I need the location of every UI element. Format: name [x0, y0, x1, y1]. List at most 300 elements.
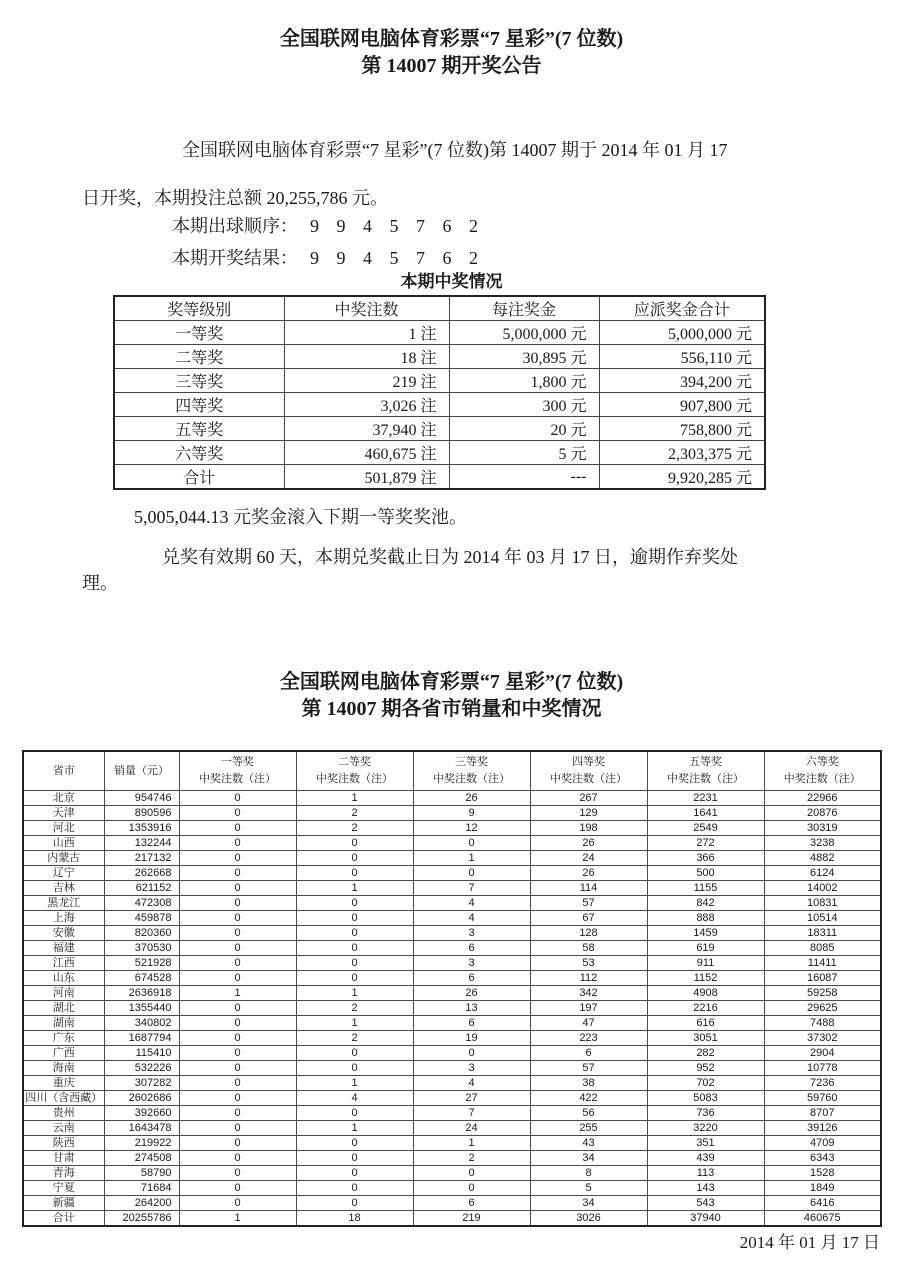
table-cell: 532226 [104, 1061, 179, 1076]
table-row [23, 1106, 881, 1121]
table-row [23, 1196, 881, 1211]
table-cell: 26 [413, 791, 530, 806]
prize1-header [179, 751, 296, 791]
table-cell: 255 [530, 1121, 647, 1136]
table-cell: 219 [413, 1211, 530, 1227]
table-cell: 3 [413, 926, 530, 941]
table-cell: 30,895 元 [449, 345, 599, 369]
table-cell: 0 [296, 1196, 413, 1211]
table-cell: 954746 [104, 791, 179, 806]
table-cell: 1 [296, 1016, 413, 1031]
table-row [114, 369, 765, 393]
table-cell: 2 [296, 1001, 413, 1016]
table-cell: 0 [179, 1181, 296, 1196]
table-cell: 4 [413, 896, 530, 911]
draw-result-label: 本期开奖结果： [172, 248, 298, 268]
rollover-text: 5,005,044.13 元奖金滚入下期一等奖奖池。 [134, 507, 467, 527]
prize6-header-line1: 六等奖 [805, 756, 839, 768]
table-cell: 0 [296, 1106, 413, 1121]
province-header: 省市 [23, 751, 104, 791]
table-cell: 0 [296, 1061, 413, 1076]
table-cell: 1155 [647, 881, 764, 896]
ball-order-value: 9 9 4 5 7 6 2 [310, 216, 480, 236]
table-cell: 219 注 [284, 369, 449, 393]
table-cell: 2602686 [104, 1091, 179, 1106]
prize3-header-line2: 中奖注数（注） [433, 773, 510, 785]
table-cell: 2636918 [104, 986, 179, 1001]
table-row [114, 441, 765, 465]
table-cell: 4 [413, 1076, 530, 1091]
table-row [23, 941, 881, 956]
table-cell: 五等奖 [114, 417, 284, 441]
prize1-header-line1: 一等奖 [221, 756, 254, 768]
table-cell: 12 [413, 821, 530, 836]
table-cell: 340802 [104, 1016, 179, 1031]
table-row [114, 321, 765, 345]
table-row [23, 881, 881, 896]
table-cell: 472308 [104, 896, 179, 911]
table-cell: 1459 [647, 926, 764, 941]
table-cell: 19 [413, 1031, 530, 1046]
table-cell: 1 [179, 986, 296, 1001]
table-cell: 7 [413, 881, 530, 896]
table-cell: 39126 [764, 1121, 881, 1136]
table-cell: 282 [647, 1046, 764, 1061]
table-cell: 0 [179, 1196, 296, 1211]
table-cell: 888 [647, 911, 764, 926]
table-cell: 674528 [104, 971, 179, 986]
table-row [23, 1031, 881, 1046]
table-cell: 0 [179, 1136, 296, 1151]
table-row [23, 1061, 881, 1076]
table-cell: 广东 [23, 1031, 104, 1046]
table-cell: 二等奖 [114, 345, 284, 369]
document-title [0, 0, 903, 80]
table-row [23, 926, 881, 941]
prize4-header-line2: 中奖注数（注） [550, 773, 627, 785]
table-cell: 1849 [764, 1181, 881, 1196]
footer-date: 2014 年 01 月 17 日 [739, 1233, 880, 1252]
table-cell: 26 [530, 836, 647, 851]
table-cell: 115410 [104, 1046, 179, 1061]
table-cell: 619 [647, 941, 764, 956]
table-cell: 37940 [647, 1211, 764, 1227]
table-cell: 13 [413, 1001, 530, 1016]
table-cell: 3,026 注 [284, 393, 449, 417]
table-cell: 1687794 [104, 1031, 179, 1046]
table-cell: 1 [413, 1136, 530, 1151]
table-cell: 274508 [104, 1151, 179, 1166]
table-cell: 黑龙江 [23, 896, 104, 911]
province-section-title-line2: 第 14007 期各省市销量和中奖情况 [301, 698, 602, 720]
table-row [114, 417, 765, 441]
table-cell: 394,200 元 [599, 369, 765, 393]
table-cell: 37302 [764, 1031, 881, 1046]
table-cell: 六等奖 [114, 441, 284, 465]
table-cell: 4882 [764, 851, 881, 866]
table-cell: 300 元 [449, 393, 599, 417]
table-cell: 18311 [764, 926, 881, 941]
table-row [23, 896, 881, 911]
table-cell: 6416 [764, 1196, 881, 1211]
table-cell: 223 [530, 1031, 647, 1046]
table-cell: 47 [530, 1016, 647, 1031]
table-cell: 0 [179, 911, 296, 926]
table-cell: 198 [530, 821, 647, 836]
table-row [23, 791, 881, 806]
table-cell: 0 [179, 1001, 296, 1016]
table-cell: 5 [530, 1181, 647, 1196]
intro-paragraph-line2: 日开奖，本期投注总额 20,255,786 元。 [82, 188, 388, 208]
table-cell: 5,000,000 元 [599, 321, 765, 345]
prize4-header-line1: 四等奖 [572, 756, 605, 768]
table-cell: 0 [179, 881, 296, 896]
table-cell: 0 [179, 1121, 296, 1136]
table-cell: 0 [296, 971, 413, 986]
prize3-header-line1: 三等奖 [455, 756, 488, 768]
table-cell: 0 [296, 896, 413, 911]
table-row [23, 1181, 881, 1196]
table-cell: 11411 [764, 956, 881, 971]
prize6-header [764, 751, 881, 791]
table-cell: 1 注 [284, 321, 449, 345]
table-cell: 26 [413, 986, 530, 1001]
table-row [23, 986, 881, 1001]
announcement-body [82, 140, 823, 268]
table-cell: 2 [296, 1031, 413, 1046]
table-cell: 0 [296, 836, 413, 851]
table-cell: 0 [179, 1061, 296, 1076]
prize2-header-line1: 二等奖 [338, 756, 371, 768]
table-cell: 267 [530, 791, 647, 806]
table-cell: 911 [647, 956, 764, 971]
table-cell: 4 [413, 911, 530, 926]
table-cell: 1355440 [104, 1001, 179, 1016]
table-cell: 24 [413, 1121, 530, 1136]
table-cell: 907,800 元 [599, 393, 765, 417]
table-cell: 6 [530, 1046, 647, 1061]
table-cell: 0 [179, 1016, 296, 1031]
table-row [23, 1076, 881, 1091]
table-cell: 422 [530, 1091, 647, 1106]
table-row [23, 1091, 881, 1106]
table-cell: 18 [296, 1211, 413, 1227]
table-cell: 0 [179, 791, 296, 806]
table-cell: 58790 [104, 1166, 179, 1181]
table-cell: 山西 [23, 836, 104, 851]
table-cell: 0 [413, 1166, 530, 1181]
table-row [114, 345, 765, 369]
table-cell: 江西 [23, 956, 104, 971]
table-cell: 0 [179, 1046, 296, 1061]
table-cell: 6 [413, 1016, 530, 1031]
table-cell: 0 [296, 911, 413, 926]
table-cell: 57 [530, 1061, 647, 1076]
table-cell: 459878 [104, 911, 179, 926]
prize5-header [647, 751, 764, 791]
province-section-title [0, 669, 903, 723]
table-cell: 952 [647, 1061, 764, 1076]
table-cell: 439 [647, 1151, 764, 1166]
table-cell: 128 [530, 926, 647, 941]
table-cell: 460,675 注 [284, 441, 449, 465]
table-cell: 351 [647, 1136, 764, 1151]
table-cell: 114 [530, 881, 647, 896]
table-cell: 0 [179, 971, 296, 986]
table-cell: 贵州 [23, 1106, 104, 1121]
table-cell: 22966 [764, 791, 881, 806]
document-title-line2: 第 14007 期开奖公告 [361, 55, 542, 77]
table-cell: 43 [530, 1136, 647, 1151]
table-row [23, 1046, 881, 1061]
table-cell: 264200 [104, 1196, 179, 1211]
table-cell: 342 [530, 986, 647, 1001]
table-cell: 3238 [764, 836, 881, 851]
table-cell: 8707 [764, 1106, 881, 1121]
table-cell: 20 元 [449, 417, 599, 441]
province-table-header-row [23, 751, 881, 791]
table-row [23, 1121, 881, 1136]
table-cell: 1 [296, 986, 413, 1001]
table-cell: 37,940 注 [284, 417, 449, 441]
table-cell: 0 [413, 1181, 530, 1196]
table-cell: 20876 [764, 806, 881, 821]
table-cell: 1641 [647, 806, 764, 821]
table-cell: 67 [530, 911, 647, 926]
table-row [23, 851, 881, 866]
table-cell: 2 [413, 1151, 530, 1166]
table-cell: 0 [296, 851, 413, 866]
prize5-header-line1: 五等奖 [689, 756, 722, 768]
table-row [114, 393, 765, 417]
table-cell: 0 [413, 866, 530, 881]
table-cell: 6 [413, 971, 530, 986]
table-cell: 758,800 元 [599, 417, 765, 441]
redeem-deadline-line2: 理。 [82, 573, 118, 593]
ball-order-label: 本期出球顺序： [172, 216, 298, 236]
table-cell: 吉林 [23, 881, 104, 896]
table-cell: 0 [296, 1136, 413, 1151]
table-row [23, 1211, 881, 1227]
table-cell: 702 [647, 1076, 764, 1091]
table-cell: 543 [647, 1196, 764, 1211]
table-row [23, 971, 881, 986]
table-cell: 5083 [647, 1091, 764, 1106]
table-cell: 新疆 [23, 1196, 104, 1211]
table-cell: 366 [647, 851, 764, 866]
table-cell: 736 [647, 1106, 764, 1121]
table-cell: 7 [413, 1106, 530, 1121]
table-cell: 0 [179, 1076, 296, 1091]
table-cell: 132244 [104, 836, 179, 851]
prize-header-total: 应派奖金合计 [599, 296, 765, 321]
table-cell: 1528 [764, 1166, 881, 1181]
table-cell: 上海 [23, 911, 104, 926]
table-cell: 3026 [530, 1211, 647, 1227]
table-cell: 1 [296, 881, 413, 896]
table-cell: 1643478 [104, 1121, 179, 1136]
table-cell: 0 [296, 941, 413, 956]
table-cell: 24 [530, 851, 647, 866]
table-cell: 56 [530, 1106, 647, 1121]
table-row [23, 866, 881, 881]
table-cell: 2 [296, 806, 413, 821]
table-cell: 0 [296, 1046, 413, 1061]
table-cell: 59258 [764, 986, 881, 1001]
table-cell: 71684 [104, 1181, 179, 1196]
table-cell: 0 [179, 941, 296, 956]
table-cell: 7236 [764, 1076, 881, 1091]
table-cell: 宁夏 [23, 1181, 104, 1196]
table-cell: 青海 [23, 1166, 104, 1181]
table-cell: 10831 [764, 896, 881, 911]
table-cell: 0 [296, 1166, 413, 1181]
table-cell: 山东 [23, 971, 104, 986]
table-cell: 0 [296, 1151, 413, 1166]
prize-table-header-row [114, 296, 765, 321]
table-cell: 820360 [104, 926, 179, 941]
table-cell: 0 [179, 896, 296, 911]
table-cell: 621152 [104, 881, 179, 896]
table-cell: 6 [413, 1196, 530, 1211]
redeem-deadline-line1: 兑奖有效期 60 天，本期兑奖截止日为 2014 年 03 月 17 日，逾期作弃奖处 [162, 547, 738, 567]
prize-header-amount: 每注奖金 [449, 296, 599, 321]
prize-table [113, 295, 766, 490]
table-cell: 2 [296, 821, 413, 836]
table-cell: 7488 [764, 1016, 881, 1031]
table-row [23, 836, 881, 851]
table-row [23, 1151, 881, 1166]
notes-block [82, 507, 823, 593]
table-cell: 57 [530, 896, 647, 911]
table-cell: 9 [413, 806, 530, 821]
table-cell: 3051 [647, 1031, 764, 1046]
prize2-header-line2: 中奖注数（注） [316, 773, 393, 785]
table-row [23, 911, 881, 926]
table-cell: 3 [413, 956, 530, 971]
table-cell: 2904 [764, 1046, 881, 1061]
prize1-header-line2: 中奖注数（注） [199, 773, 276, 785]
table-cell: 113 [647, 1166, 764, 1181]
table-cell: 1 [296, 1121, 413, 1136]
table-cell: 湖北 [23, 1001, 104, 1016]
document-title-line1: 全国联网电脑体育彩票“7 星彩”(7 位数) [279, 28, 624, 50]
table-cell: 30319 [764, 821, 881, 836]
table-cell: 重庆 [23, 1076, 104, 1091]
prize5-header-line2: 中奖注数（注） [667, 773, 744, 785]
table-cell: 河南 [23, 986, 104, 1001]
table-cell: 1 [179, 1211, 296, 1227]
table-cell: 59760 [764, 1091, 881, 1106]
table-cell: 福建 [23, 941, 104, 956]
table-cell: 0 [179, 836, 296, 851]
table-cell: 0 [296, 866, 413, 881]
table-cell: 0 [179, 806, 296, 821]
table-cell: 甘肃 [23, 1151, 104, 1166]
table-cell: 0 [179, 821, 296, 836]
table-cell: 合计 [114, 465, 284, 490]
prize4-header [530, 751, 647, 791]
prize-table-caption: 本期中奖情况 [400, 272, 503, 291]
table-cell: 5 元 [449, 441, 599, 465]
table-cell: 0 [179, 851, 296, 866]
table-row [23, 956, 881, 971]
table-cell: 4709 [764, 1136, 881, 1151]
ball-order-line [82, 216, 823, 236]
table-cell: 3220 [647, 1121, 764, 1136]
table-cell: 616 [647, 1016, 764, 1031]
table-cell: 2216 [647, 1001, 764, 1016]
table-cell: 0 [413, 836, 530, 851]
table-cell: 内蒙古 [23, 851, 104, 866]
table-cell: 307282 [104, 1076, 179, 1091]
table-cell: 2231 [647, 791, 764, 806]
table-cell: 27 [413, 1091, 530, 1106]
table-cell: 北京 [23, 791, 104, 806]
table-cell: 河北 [23, 821, 104, 836]
table-cell: 0 [179, 1031, 296, 1046]
table-cell: 0 [413, 1046, 530, 1061]
table-cell: 14002 [764, 881, 881, 896]
table-cell: 2549 [647, 821, 764, 836]
table-cell: 521928 [104, 956, 179, 971]
table-cell: 219922 [104, 1136, 179, 1151]
table-cell: 18 注 [284, 345, 449, 369]
table-cell: 272 [647, 836, 764, 851]
table-row [23, 806, 881, 821]
province-section-title-line1: 全国联网电脑体育彩票“7 星彩”(7 位数) [279, 671, 624, 693]
table-cell: 1 [413, 851, 530, 866]
table-cell: 安徽 [23, 926, 104, 941]
table-cell: 0 [179, 1091, 296, 1106]
prize-header-count: 中奖注数 [284, 296, 449, 321]
table-cell: 5,000,000 元 [449, 321, 599, 345]
table-cell: 湖南 [23, 1016, 104, 1031]
table-cell: --- [449, 465, 599, 490]
table-cell: 陕西 [23, 1136, 104, 1151]
table-row [23, 1136, 881, 1151]
table-cell: 8 [530, 1166, 647, 1181]
table-cell: 8085 [764, 941, 881, 956]
table-cell: 143 [647, 1181, 764, 1196]
intro-paragraph-line1: 全国联网电脑体育彩票“7 星彩”(7 位数)第 14007 期于 2014 年 01 月 17 [182, 140, 728, 160]
table-cell: 500 [647, 866, 764, 881]
table-cell: 0 [179, 1151, 296, 1166]
table-cell: 53 [530, 956, 647, 971]
table-cell: 1 [296, 791, 413, 806]
table-cell: 890596 [104, 806, 179, 821]
table-cell: 842 [647, 896, 764, 911]
table-row [23, 821, 881, 836]
table-cell: 三等奖 [114, 369, 284, 393]
prize6-header-line2: 中奖注数（注） [783, 773, 861, 785]
table-cell: 26 [530, 866, 647, 881]
table-cell: 海南 [23, 1061, 104, 1076]
province-sales-table [22, 750, 882, 1227]
sales-header: 销量（元） [104, 751, 179, 791]
table-cell: 0 [296, 956, 413, 971]
table-cell: 4 [296, 1091, 413, 1106]
table-cell: 129 [530, 806, 647, 821]
prize2-header [296, 751, 413, 791]
table-cell: 501,879 注 [284, 465, 449, 490]
table-cell: 9,920,285 元 [599, 465, 765, 490]
table-cell: 0 [296, 1181, 413, 1196]
table-cell: 58 [530, 941, 647, 956]
table-cell: 29625 [764, 1001, 881, 1016]
table-cell: 20255786 [104, 1211, 179, 1227]
table-cell: 392660 [104, 1106, 179, 1121]
